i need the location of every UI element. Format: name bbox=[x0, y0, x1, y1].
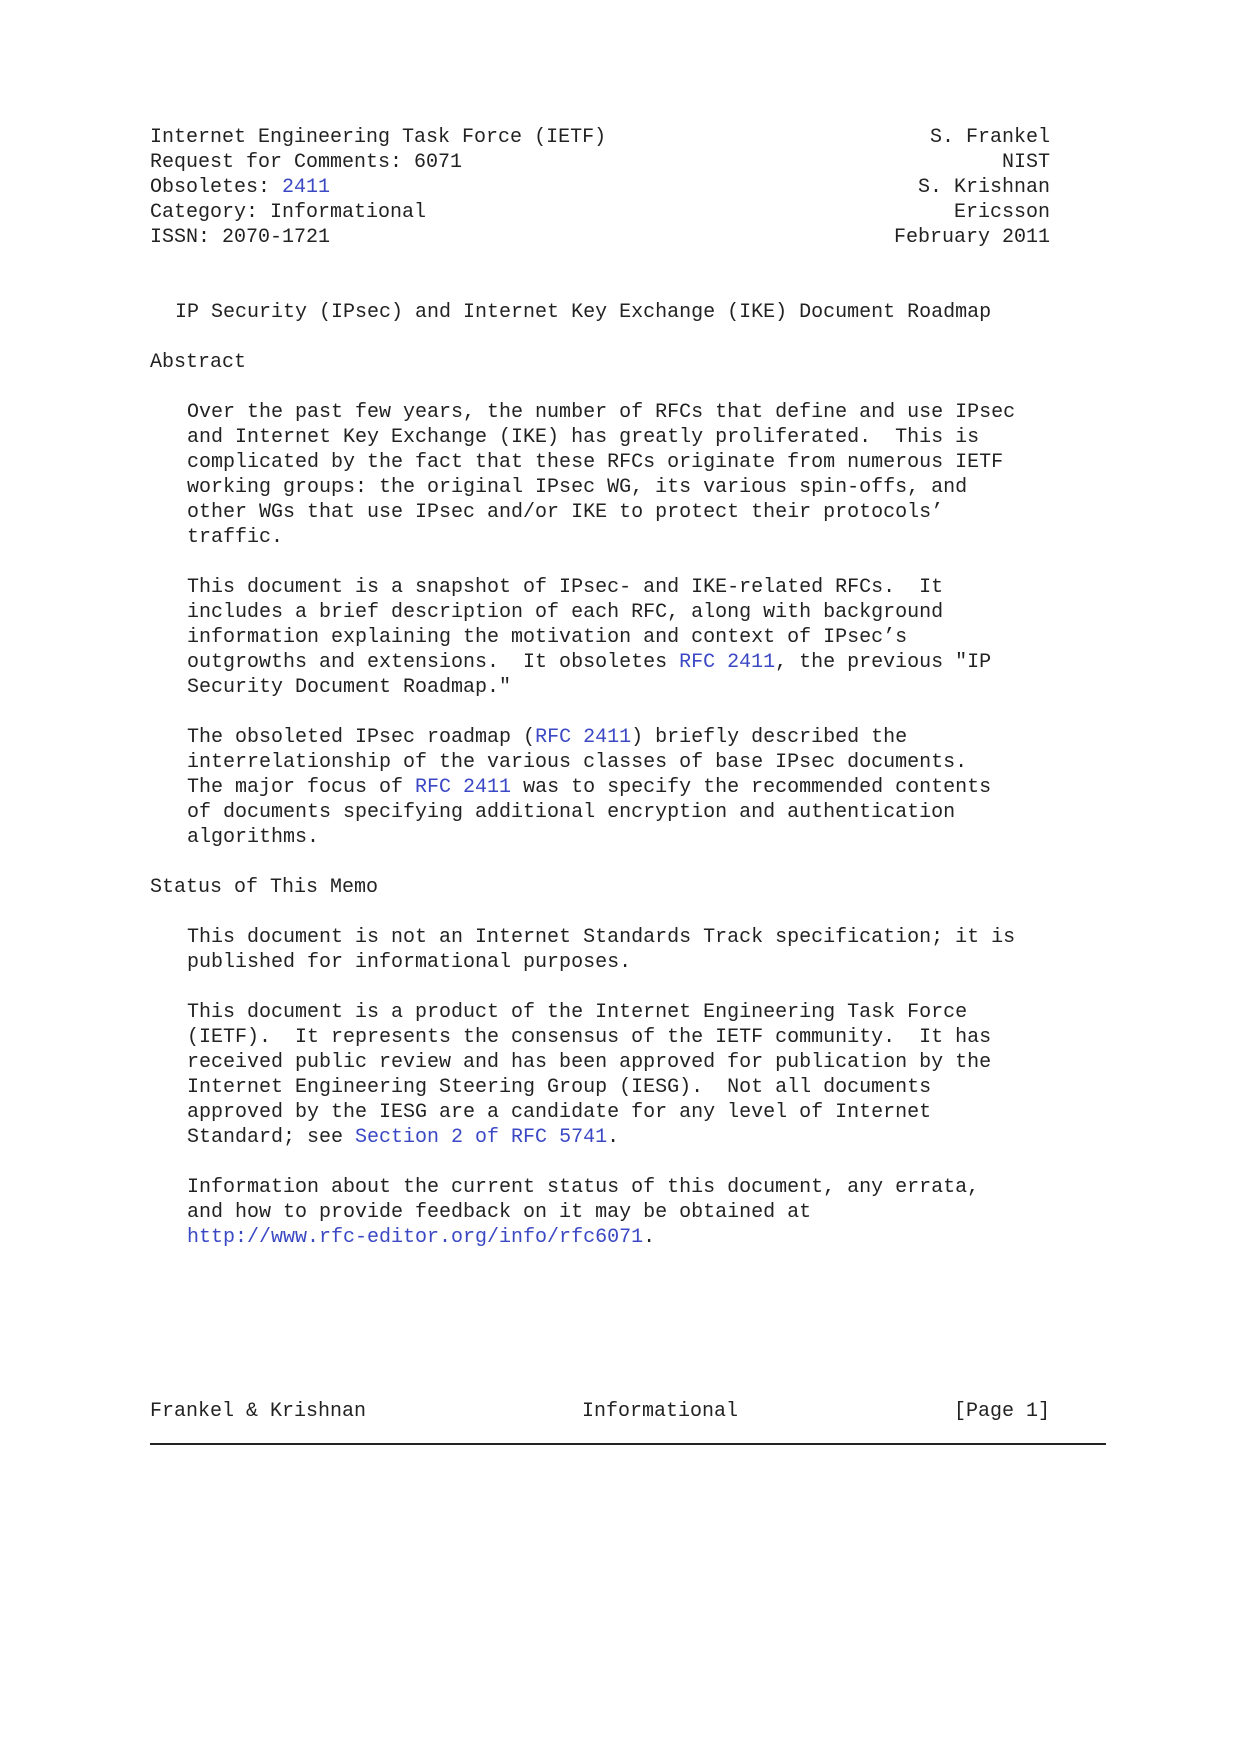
footer-divider bbox=[150, 1443, 1106, 1445]
text-line: Information about the current status of this document, any errata, bbox=[187, 1176, 980, 1199]
header-obsoletes-label: Obsoletes: bbox=[150, 176, 283, 199]
footer-page-number: [Page 1] bbox=[953, 1400, 1050, 1423]
text-line: includes a brief description of each RFC, along with background bbox=[187, 601, 944, 624]
page-footer bbox=[150, 1399, 1050, 1424]
text-fragment: Standard; see bbox=[187, 1126, 356, 1149]
text-line: This document is a product of the Internet Engineering Task Force bbox=[187, 1001, 968, 1024]
section-heading-status: Status of This Memo bbox=[150, 876, 379, 899]
footer-category: Informational bbox=[582, 1400, 739, 1423]
text-line: traffic. bbox=[187, 526, 284, 549]
text-line: information explaining the motivation and context of IPsec’s bbox=[187, 626, 908, 649]
text-line: working groups: the original IPsec WG, its various spin-offs, and bbox=[187, 476, 968, 499]
text-line: approved by the IESG are a candidate for any level of Internet bbox=[187, 1101, 932, 1124]
text-line: other WGs that use IPsec and/or IKE to protect their protocols’ bbox=[187, 501, 944, 524]
header-row bbox=[150, 200, 1050, 225]
document-title: IP Security (IPsec) and Internet Key Exchange (IKE) Document Roadmap bbox=[175, 301, 992, 324]
status-paragraph-3 bbox=[150, 1175, 1050, 1250]
rfc-2411-link[interactable]: RFC 2411 bbox=[679, 651, 776, 674]
abstract-paragraph-2 bbox=[150, 575, 1050, 700]
text-line: (IETF). It represents the consensus of the IETF community. It has bbox=[187, 1026, 992, 1049]
text-line: Internet Engineering Steering Group (IESG). Not all documents bbox=[187, 1076, 932, 1099]
footer-authors: Frankel & Krishnan bbox=[150, 1400, 367, 1423]
obsoletes-rfc-link[interactable]: 2411 bbox=[282, 176, 331, 199]
text-fragment: . bbox=[643, 1226, 656, 1249]
rfc-2411-link[interactable]: RFC 2411 bbox=[535, 726, 632, 749]
text-fragment: The obsoleted IPsec roadmap ( bbox=[187, 726, 536, 749]
text-line: Security Document Roadmap." bbox=[187, 676, 512, 699]
header-row bbox=[150, 175, 1050, 200]
text-fragment: . bbox=[607, 1126, 620, 1149]
text-line: received public review and has been approved for publication by the bbox=[187, 1051, 992, 1074]
text-fragment: The major focus of bbox=[187, 776, 416, 799]
text-fragment: was to specify the recommended contents bbox=[511, 776, 992, 799]
abstract-paragraph-3 bbox=[150, 725, 1050, 850]
header-row bbox=[150, 125, 1050, 150]
text-line bbox=[150, 775, 1050, 800]
text-line: published for informational purposes. bbox=[187, 951, 632, 974]
text-line: complicated by the fact that these RFCs originate from numerous IETF bbox=[187, 451, 1004, 474]
text-fragment: outgrowths and extensions. It obsoletes bbox=[187, 651, 680, 674]
text-line: of documents specifying additional encryption and authentication bbox=[187, 801, 956, 824]
header-author-1: S. Frankel bbox=[929, 126, 1050, 149]
header-category: Category: Informational bbox=[150, 201, 427, 224]
rfc-page bbox=[150, 125, 1050, 1250]
header-org: Internet Engineering Task Force (IETF) bbox=[150, 126, 607, 149]
rfc-2411-link[interactable]: RFC 2411 bbox=[415, 776, 512, 799]
text-line bbox=[150, 1225, 1050, 1250]
header-author-2: S. Krishnan bbox=[917, 176, 1050, 199]
header-row bbox=[150, 150, 1050, 175]
text-line bbox=[150, 725, 1050, 750]
rfc-editor-info-link[interactable]: http://www.rfc-editor.org/info/rfc6071 bbox=[187, 1226, 644, 1249]
text-line bbox=[150, 650, 1050, 675]
abstract-paragraph-1 bbox=[150, 400, 1050, 550]
status-paragraph-1 bbox=[150, 925, 1050, 975]
status-paragraph-2 bbox=[150, 1000, 1050, 1150]
text-line: This document is not an Internet Standards Track specification; it is bbox=[187, 926, 1016, 949]
text-line: and how to provide feedback on it may be obtained at bbox=[187, 1201, 812, 1224]
header-affiliation-1: NIST bbox=[1001, 151, 1050, 174]
header-obsoletes bbox=[150, 175, 330, 200]
text-line: This document is a snapshot of IPsec- and IKE-related RFCs. It bbox=[187, 576, 944, 599]
text-line: and Internet Key Exchange (IKE) has greatly proliferated. This is bbox=[187, 426, 980, 449]
header-rfc-number: Request for Comments: 6071 bbox=[150, 151, 463, 174]
header-affiliation-2: Ericsson bbox=[953, 201, 1050, 224]
header-row bbox=[150, 225, 1050, 250]
text-line: interrelationship of the various classes of base IPsec documents. bbox=[187, 751, 968, 774]
section-2-rfc-5741-link[interactable]: Section 2 of RFC 5741 bbox=[355, 1126, 608, 1149]
header-issn: ISSN: 2070-1721 bbox=[150, 226, 331, 249]
header-date: February 2011 bbox=[893, 226, 1050, 249]
text-fragment: ) briefly described the bbox=[631, 726, 908, 749]
text-line: Over the past few years, the number of RFCs that define and use IPsec bbox=[187, 401, 1016, 424]
section-heading-abstract: Abstract bbox=[150, 351, 247, 374]
text-fragment: , the previous "IP bbox=[775, 651, 992, 674]
text-line: algorithms. bbox=[187, 826, 320, 849]
text-line bbox=[150, 1125, 1050, 1150]
